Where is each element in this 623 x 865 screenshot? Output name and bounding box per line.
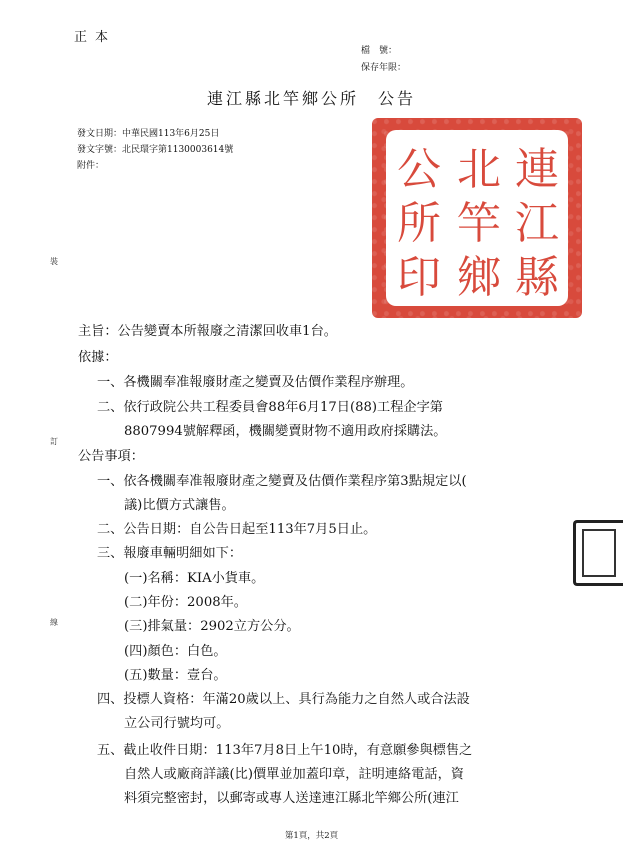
- item-5-cont-1: 自然人或廠商詳議(比)價單並加蓋印章，註明連絡電話，資: [124, 767, 464, 782]
- vehicle-quantity: (五)數量：壹台。: [124, 668, 227, 683]
- seal-char: 公: [397, 144, 441, 195]
- announcement-heading: 公告事項：: [78, 449, 144, 464]
- attachment-label: 附件：: [77, 161, 105, 171]
- item-5: 五、截止收件日期：113年7月8日上午10時，有意願參與標售之: [97, 743, 473, 758]
- basis-heading: 依據：: [78, 350, 118, 365]
- retention-period-label: 保存年限：: [361, 63, 407, 73]
- subject-line: 主旨：公告變賣本所報廢之清潔回收車1台。: [78, 324, 337, 339]
- seal-char: 北: [457, 144, 501, 195]
- basis-item-2-cont: 8807994號解釋函，機關變賣財物不適用政府採購法。: [124, 424, 447, 439]
- page-number: 第1頁，共2頁: [284, 831, 339, 841]
- document-title: 連江縣北竿鄉公所 公告: [206, 89, 416, 108]
- binding-mark: 線: [50, 618, 58, 627]
- partial-seal-icon: [573, 520, 623, 586]
- vehicle-color: (四)顏色：白色。: [124, 644, 227, 659]
- basis-item-1: 一、各機關奉准報廢財產之變賣及估價作業程序辦理。: [97, 375, 414, 390]
- binding-mark: 裝: [50, 257, 58, 266]
- official-seal-icon: [372, 118, 582, 318]
- item-5-cont-2: 料須完整密封，以郵寄或專人送達連江縣北竿鄉公所(連江: [124, 791, 459, 806]
- seal-char: 鄉: [457, 252, 501, 303]
- seal-char: 縣: [515, 252, 559, 303]
- item-2: 二、公告日期：自公告日起至113年7月5日止。: [97, 522, 377, 537]
- vehicle-year: (二)年份：2008年。: [124, 595, 247, 610]
- seal-char: 印: [397, 252, 441, 303]
- seal-glyphs: [386, 130, 568, 306]
- item-1: 一、依各機關奉准報廢財產之變賣及估價作業程序第3點規定以(: [97, 474, 467, 489]
- issue-date: 發文日期：中華民國113年6月25日: [77, 129, 220, 139]
- item-4: 四、投標人資格：年滿20歲以上、具行為能力之自然人或合法設: [97, 692, 470, 707]
- item-1-cont: 議)比價方式讓售。: [124, 498, 235, 513]
- basis-item-2: 二、依行政院公共工程委員會88年6月17日(88)工程企字第: [97, 400, 443, 415]
- vehicle-displacement: (三)排氣量：2902立方公分。: [124, 619, 300, 634]
- binding-mark: 訂: [50, 437, 58, 446]
- seal-char: 連: [515, 144, 559, 195]
- document-number: 發文字號：北民環字第1130003614號: [77, 145, 234, 155]
- file-number-label: 檔 號：: [361, 46, 398, 56]
- item-4-cont: 立公司行號均可。: [124, 716, 230, 731]
- item-3: 三、報廢車輛明細如下：: [97, 546, 243, 561]
- seal-char: 江: [515, 198, 559, 249]
- copy-type-label: 正本: [74, 30, 117, 45]
- vehicle-name: (一)名稱：KIA小貨車。: [124, 571, 265, 586]
- seal-char: 竿: [457, 198, 501, 249]
- seal-char: 所: [397, 198, 441, 249]
